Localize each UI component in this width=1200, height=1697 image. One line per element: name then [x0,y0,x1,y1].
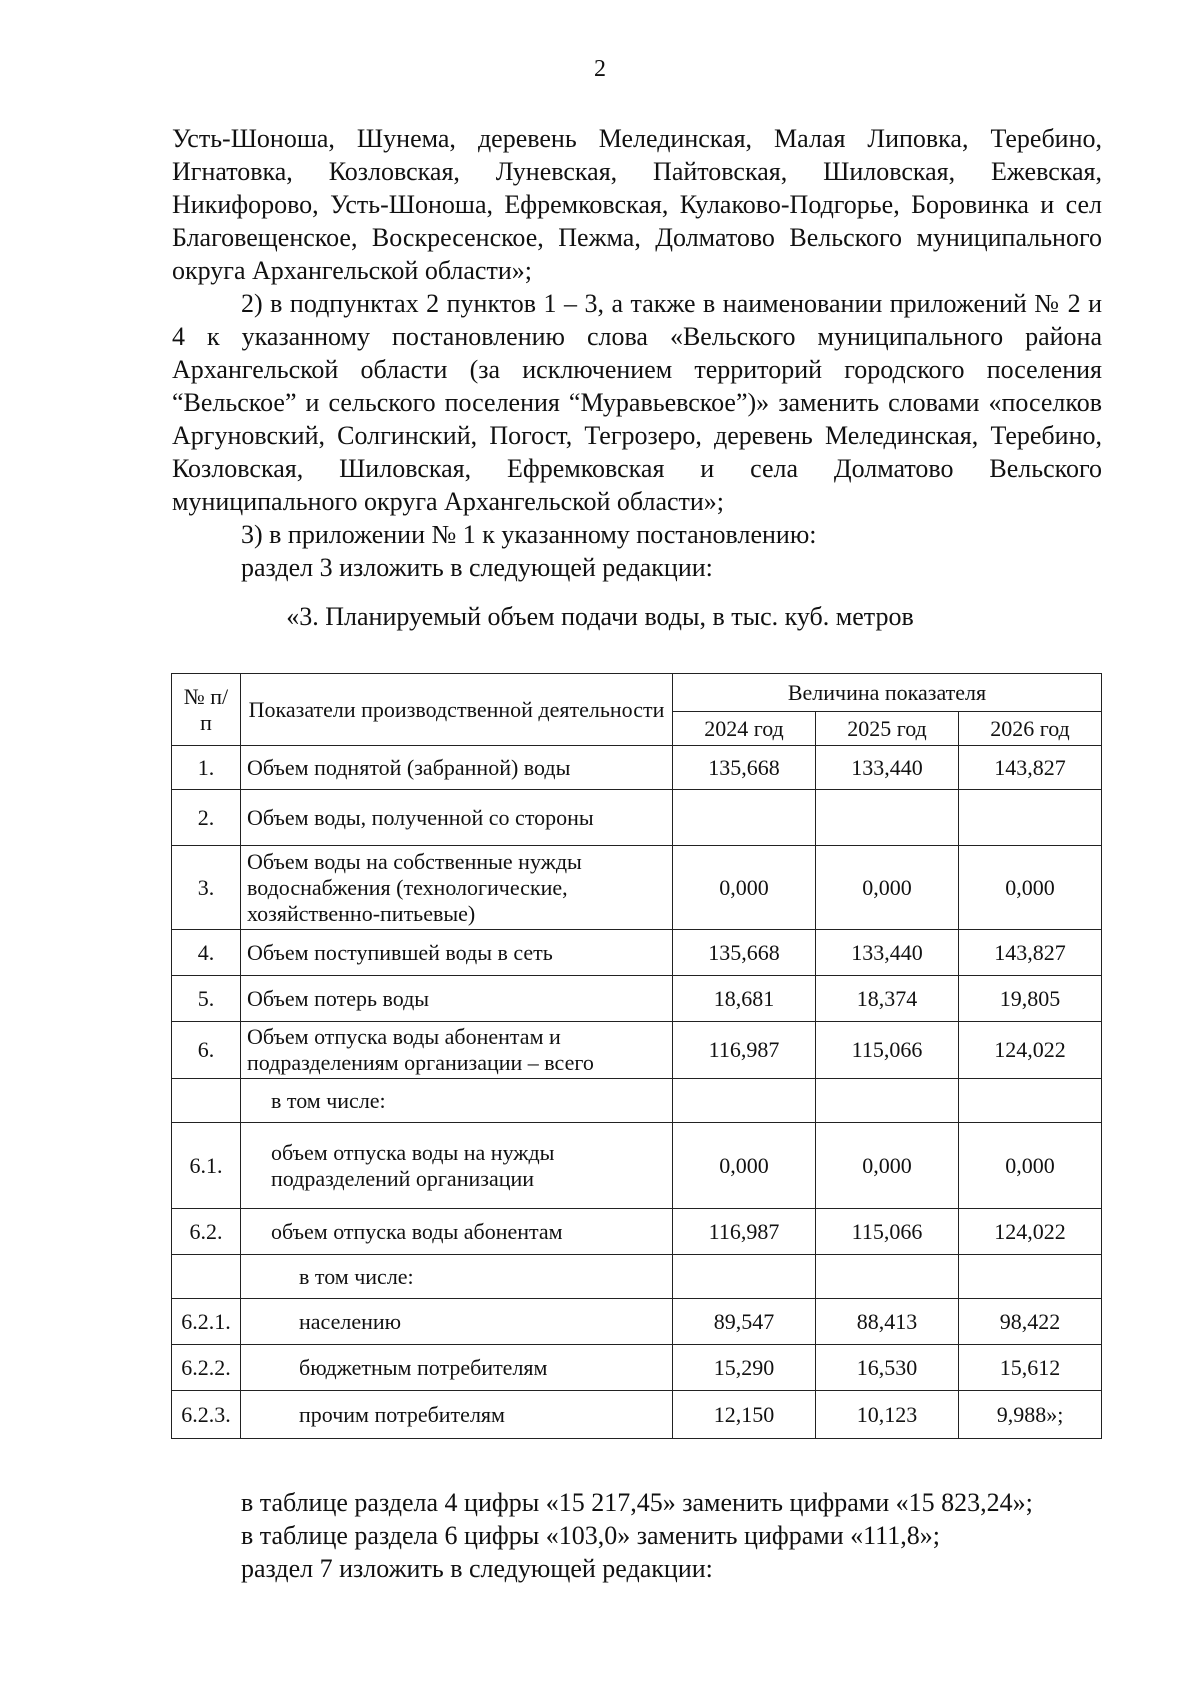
header-year-2026: 2026 год [959,712,1102,746]
row-value-2026: 143,827 [959,746,1102,790]
water-supply-table [171,673,1102,1439]
intro-paragraph-1: Усть-Шоноша, Шунема, деревень Мелединская, Малая Липовка, Теребино, Игнатовка, Козловская, Луневская, Пайтовская, Шиловская, Ежевская, Никифорово, Усть-Шоноша, Ефремковская, Кулаково-Подгорье, Боровинка и сел Благовещенское, Воскресенское, Пежма, Долматово Вельского муниципального округа Архангельской области»; [172,124,1102,285]
row-value-2024: 89,547 [673,1299,816,1345]
row-name: объем отпуска воды на нужды подразделений организации [241,1123,673,1209]
table-row [172,1299,1102,1345]
row-value-2024: 18,681 [673,976,816,1022]
row-name: бюджетным потребителям [241,1345,673,1391]
row-value-2025: 10,123 [816,1391,959,1439]
table-row [172,930,1102,976]
row-num [172,1079,241,1123]
intro-line-3: 3) в приложении № 1 к указанному постановлению: [241,520,817,549]
row-value-2025 [816,790,959,846]
table-row [172,1079,1102,1123]
row-value-2026: 0,000 [959,1123,1102,1209]
row-value-2026: 98,422 [959,1299,1102,1345]
intro-paragraph-2: 2) в подпунктах 2 пунктов 1 – 3, а также в наименовании приложений № 2 и 4 к указанному постановлению слова «Вельского муниципального района Архангельской области (за исключением территорий городского поселения “Вельское” и сельского поселения “Муравьевское”)» заменить словами «поселков Аргуновский, Солгинский, Погост, Тегрозеро, деревень Мелединская, Теребино, Козловская, Шиловская, Ефремковская и села Долматово Вельского муниципального округа Архангельской области»; [172,289,1102,516]
after-line-2: в таблице раздела 6 цифры «103,0» заменить цифрами «111,8»; [241,1521,940,1550]
table-row [172,746,1102,790]
row-value-2024: 15,290 [673,1345,816,1391]
table-row [172,976,1102,1022]
page-number: 2 [594,56,606,82]
row-value-2026: 9,988»; [959,1391,1102,1439]
header-num: № п/п [172,674,241,746]
table-row [172,1255,1102,1299]
table-title: «3. Планируемый объем подачи воды, в тыс. куб. метров [286,602,914,631]
row-value-2026: 143,827 [959,930,1102,976]
row-value-2024 [673,1079,816,1123]
header-value-group: Величина показателя [673,674,1102,712]
row-value-2024: 0,000 [673,1123,816,1209]
table-row [172,1123,1102,1209]
row-value-2024 [673,1255,816,1299]
table-row [172,1345,1102,1391]
row-value-2025: 0,000 [816,846,959,930]
row-value-2026: 124,022 [959,1022,1102,1079]
table-row [172,790,1102,846]
row-value-2025: 133,440 [816,930,959,976]
header-year-2024: 2024 год [673,712,816,746]
row-value-2025: 115,066 [816,1022,959,1079]
row-num: 2. [172,790,241,846]
row-name: прочим потребителям [241,1391,673,1439]
after-line-3: раздел 7 изложить в следующей редакции: [241,1554,713,1583]
row-value-2025 [816,1079,959,1123]
row-value-2025: 88,413 [816,1299,959,1345]
row-value-2024: 0,000 [673,846,816,930]
row-name: Объем воды, полученной со стороны [241,790,673,846]
after-line-1: в таблице раздела 4 цифры «15 217,45» заменить цифрами «15 823,24»; [241,1488,1033,1517]
row-value-2026: 0,000 [959,846,1102,930]
row-value-2026 [959,1079,1102,1123]
row-value-2025: 0,000 [816,1123,959,1209]
row-name: в том числе: [241,1255,673,1299]
row-num: 4. [172,930,241,976]
row-num: 6.1. [172,1123,241,1209]
row-num: 6.2.1. [172,1299,241,1345]
row-num: 6.2. [172,1209,241,1255]
row-value-2024 [673,790,816,846]
row-name: Объем воды на собственные нужды водоснабжения (технологические, хозяйственно-питьевые) [241,846,673,930]
row-value-2025: 133,440 [816,746,959,790]
row-value-2024: 116,987 [673,1022,816,1079]
row-name: в том числе: [241,1079,673,1123]
row-value-2024: 116,987 [673,1209,816,1255]
row-num: 6. [172,1022,241,1079]
row-value-2025 [816,1255,959,1299]
row-value-2025: 18,374 [816,976,959,1022]
row-value-2026: 19,805 [959,976,1102,1022]
row-value-2026: 124,022 [959,1209,1102,1255]
row-num: 6.2.3. [172,1391,241,1439]
row-num: 3. [172,846,241,930]
row-num: 1. [172,746,241,790]
table-row [172,846,1102,930]
intro-line-4: раздел 3 изложить в следующей редакции: [241,553,713,582]
row-value-2026 [959,1255,1102,1299]
table-row [172,1209,1102,1255]
row-num: 6.2.2. [172,1345,241,1391]
row-value-2025: 16,530 [816,1345,959,1391]
row-name: объем отпуска воды абонентам [241,1209,673,1255]
row-name: Объем поднятой (забранной) воды [241,746,673,790]
table-header-row [172,674,1102,712]
table-row [172,1391,1102,1439]
row-num: 5. [172,976,241,1022]
row-value-2025: 115,066 [816,1209,959,1255]
row-name: Объем потерь воды [241,976,673,1022]
row-value-2024: 12,150 [673,1391,816,1439]
row-name: Объем отпуска воды абонентам и подразделениям организации – всего [241,1022,673,1079]
row-value-2026: 15,612 [959,1345,1102,1391]
row-name: населению [241,1299,673,1345]
row-name: Объем поступившей воды в сеть [241,930,673,976]
row-value-2026 [959,790,1102,846]
row-num [172,1255,241,1299]
row-value-2024: 135,668 [673,930,816,976]
header-indicator: Показатели производственной деятельности [241,674,673,746]
row-value-2024: 135,668 [673,746,816,790]
table-row [172,1022,1102,1079]
header-year-2025: 2025 год [816,712,959,746]
